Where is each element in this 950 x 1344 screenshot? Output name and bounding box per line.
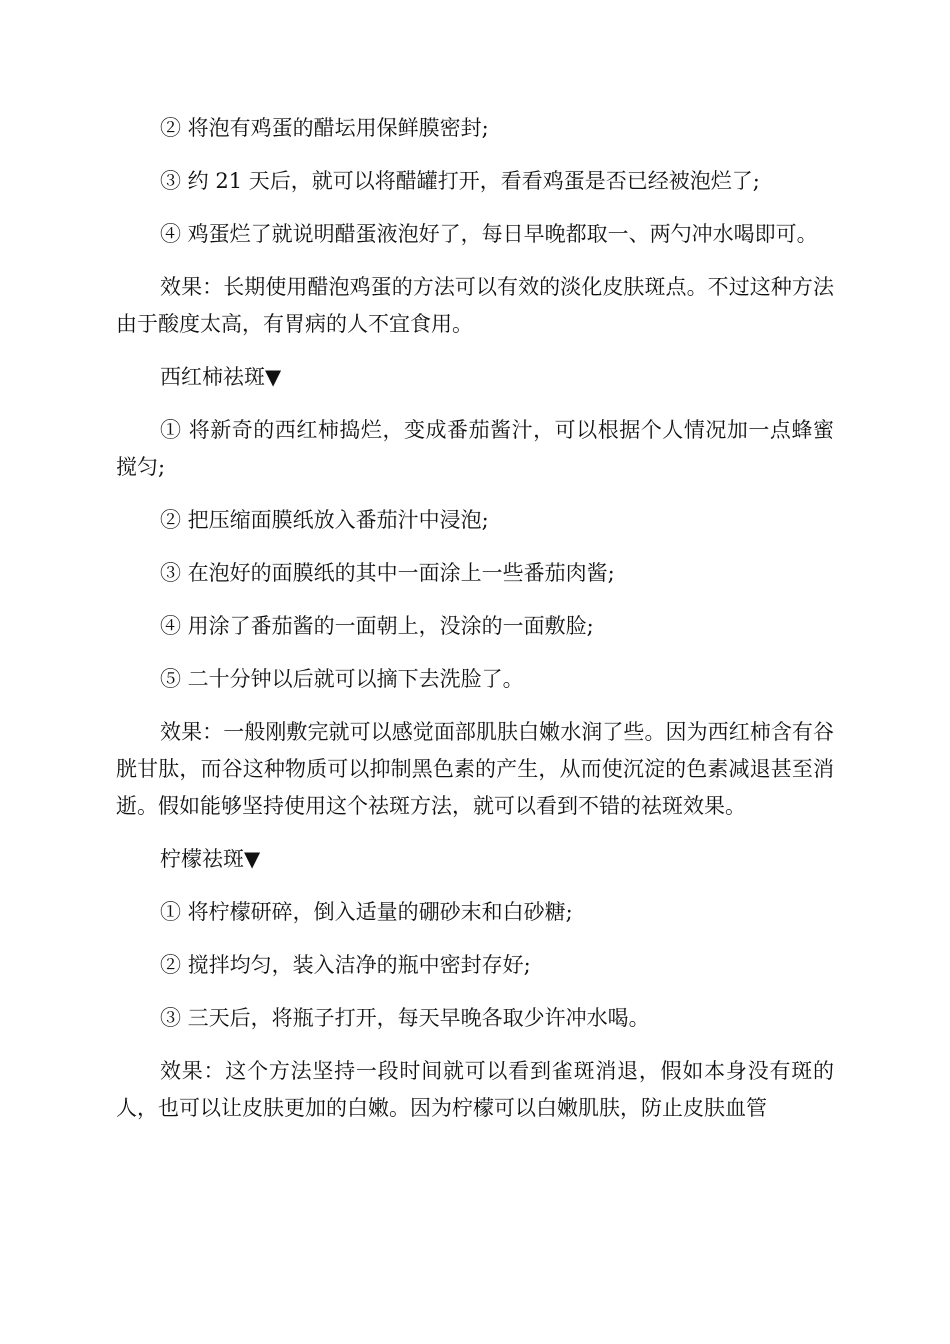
effect-paragraph: 效果：一般刚敷完就可以感觉面部肌肤白嫩水润了些。因为西红柿含有谷胱甘肽，而谷这种物质可以抑制黑色素的产生，从而使沉淀的色素减退甚至消逝。假如能够坚持使用这个祛斑方法，就可以看到不错的祛斑效果。	[116, 720, 834, 818]
step-paragraph: ④ 用涂了番茄酱的一面朝上，没涂的一面敷脸;	[160, 614, 594, 638]
step-paragraph: ② 将泡有鸡蛋的醋坛用保鲜膜密封;	[160, 116, 489, 140]
step-paragraph: ② 搅拌均匀，装入洁净的瓶中密封存好;	[160, 953, 531, 977]
effect-paragraph: 效果：长期使用醋泡鸡蛋的方法可以有效的淡化皮肤斑点。不过这种方法由于酸度太高，有胃病的人不宜食用。	[116, 275, 834, 336]
step-paragraph: ① 将新奇的西红柿捣烂，变成番茄酱汁，可以根据个人情况加一点蜂蜜搅匀;	[116, 418, 834, 479]
step-paragraph: ③ 约 21 天后，就可以将醋罐打开，看看鸡蛋是否已经被泡烂了;	[160, 169, 760, 193]
effect-paragraph: 效果：这个方法坚持一段时间就可以看到雀斑消退，假如本身没有斑的人，也可以让皮肤更加的白嫩。因为柠檬可以白嫩肌肤，防止皮肤血管	[116, 1059, 834, 1120]
step-paragraph: ③ 三天后，将瓶子打开，每天早晚各取少许冲水喝。	[160, 1006, 650, 1030]
step-paragraph: ② 把压缩面膜纸放入番茄汁中浸泡;	[160, 508, 489, 532]
step-paragraph: ④ 鸡蛋烂了就说明醋蛋液泡好了，每日早晚都取一、两勺冲水喝即可。	[160, 222, 818, 246]
section-heading-lemon: 柠檬祛斑▼	[160, 847, 261, 871]
step-paragraph: ① 将柠檬研碎，倒入适量的硼砂末和白砂糖;	[160, 900, 573, 924]
section-heading-tomato: 西红柿祛斑▼	[160, 365, 282, 389]
step-paragraph: ③ 在泡好的面膜纸的其中一面涂上一些番茄肉酱;	[160, 561, 615, 585]
document-body	[116, 110, 834, 1143]
step-paragraph: ⑤ 二十分钟以后就可以摘下去洗脸了。	[160, 667, 524, 691]
